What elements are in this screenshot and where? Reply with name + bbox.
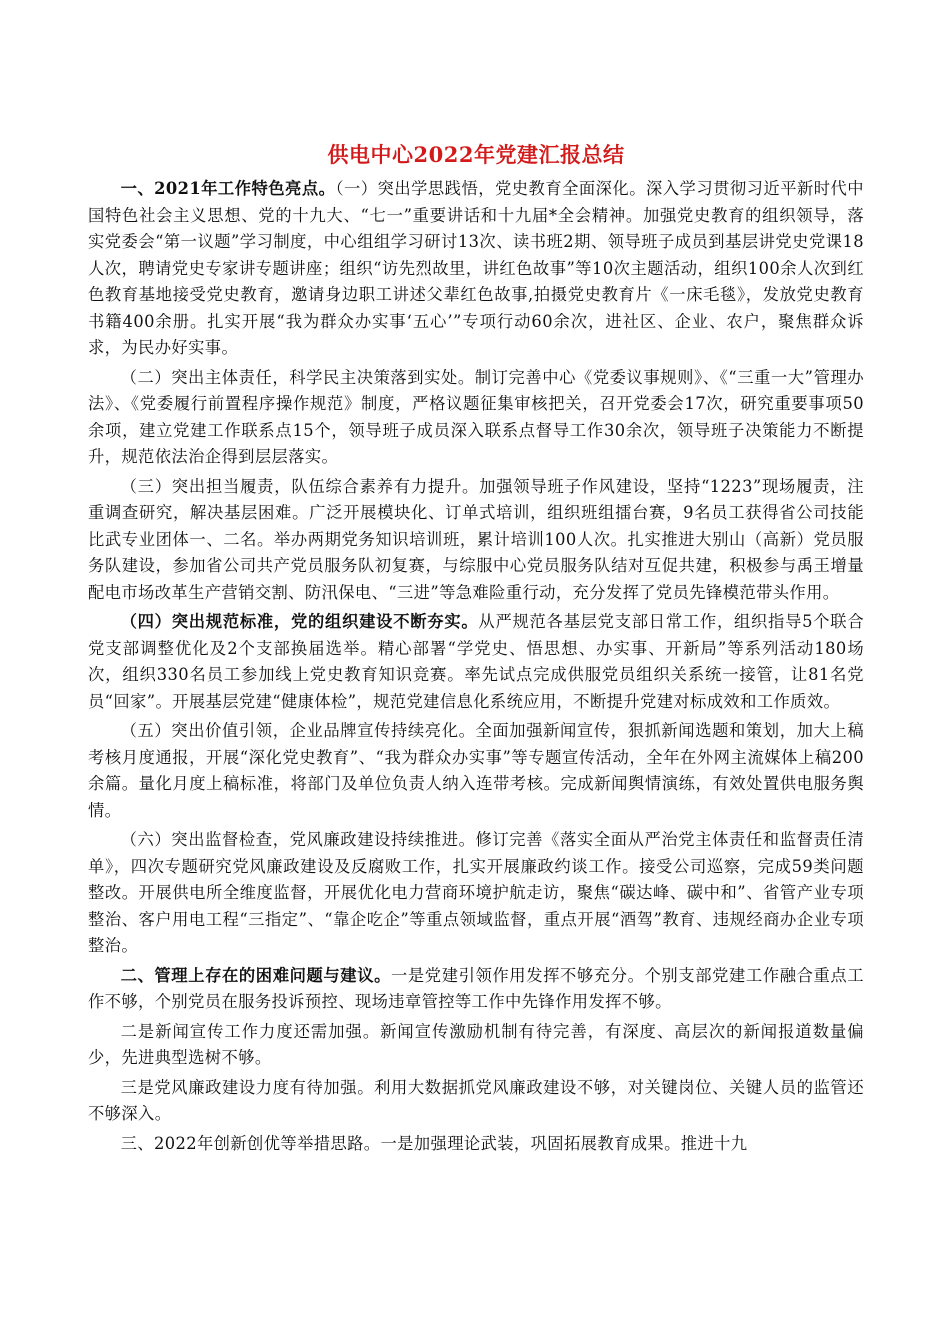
paragraph-7-text: 一是党建引领作用发挥不够充分。个别支部党建工作融合重点工作不够，个别党员在服务投诉预控、现场违章管控等工作中先锋作用发挥不够。: [88, 965, 864, 1011]
paragraph-1-text: （一）突出学思践悟，党史教育全面深化。深入学习贯彻习近平新时代中国特色社会主义思想、党的十九大、“七一”重要讲话和十九届*全会精神。加强党史教育的组织领导，落实党委会“第一议题”学习制度，中心组组学习研讨13次、读书班2期、领导班子成员到基层讲党史党课18人次，聘请党史专家讲专题讲座；组织“访先烈故里，讲红色故事”等10次主题活动，组织100余人次到红色教育基地接受党史教育，邀请身边职工讲述父辈红色故事,拍摄党史教育片《一床毛毯》，发放党史教育书籍400余册。扎实开展“我为群众办实事‘五心’”专项行动60余次，进社区、企业、农户，聚焦群众诉求，为民办好实事。: [88, 179, 864, 357]
paragraph-6-text: （六）突出监督检查，党风廉政建设持续推进。修订完善《落实全面从严治党主体责任和监督责任清单》，四次专题研究党风廉政建设及反腐败工作，扎实开展廉政约谈工作。接受公司巡察，完成59类问题整改。开展供电所全维度监督，开展优化电力营商环境护航走访，聚焦“碳达峰、碳中和”、省管产业专项整治、客户用电工程“三指定”、“靠企吃企”等重点领域监督，重点开展“酒驾”教育、违规经商办企业专项整治。: [88, 830, 864, 955]
paragraph-9: [88, 1075, 864, 1128]
paragraph-10: [88, 1131, 864, 1158]
paragraph-5-text: （五）突出价值引领，企业品牌宣传持续亮化。全面加强新闻宣传，狠抓新闻选题和策划，加大上稿考核月度通报，开展“深化党史教育”、“我为群众办实事”等专题宣传活动，全年在外网主流媒体上稿200余篇。量化月度上稿标准，将部门及单位负责人纳入连带考核。完成新闻舆情演练，有效处置供电服务舆情。: [88, 721, 864, 820]
paragraph-2-text: （二）突出主体责任，科学民主决策落到实处。制订完善中心《党委议事规则》、《“三重一大”管理办法》、《党委履行前置程序操作规范》制度，严格议题征集审核把关，召开党委会17次，研究重要事项50余项，建立党建工作联系点15个，领导班子成员深入联系点督导工作30余次，领导班子决策能力不断提升，规范依法治企得到层层落实。: [88, 367, 864, 466]
paragraph-8: [88, 1019, 864, 1072]
paragraph-8-text: 二是新闻宣传工作力度还需加强。新闻宣传激励机制有待完善，有深度、高层次的新闻报道数量偏少，先进典型选树不够。: [88, 1021, 864, 1067]
paragraph-1: [88, 176, 864, 362]
paragraph-7: [88, 963, 864, 1016]
paragraph-4-text: 从严规范各基层党支部日常工作，组织指导5个联合党支部调整优化及2个支部换届选举。精心部署“学党史、悟思想、办实事、开新局”等系列活动180场次，组织330名员工参加线上党史教育知识竞赛。率先试点完成供服党员组织关系统一接管，让81名党员“回家”。开展基层党建“健康体检”，规范党建信息化系统应用，不断提升党建对标成效和工作质效。: [88, 612, 865, 711]
paragraph-6: [88, 827, 864, 960]
paragraph-10-text: 三、2022年创新创优等举措思路。一是加强理论武装，巩固拓展教育成果。推进十九: [120, 1133, 748, 1153]
paragraph-3-text: （三）突出担当履责，队伍综合素养有力提升。加强领导班子作风建设，坚持“1223”现场履责，注重调查研究，解决基层困难。广泛开展模块化、订单式培训，组织班组擂台赛，9名员工获得省公司技能比武专业团体一、二名。举办两期党务知识培训班，累计培训100人次。扎实推进大别山（高新）党员服务队建设，参加省公司共产党员服务队初复赛，与综服中心党员服务队结对互促共建，积极参与禹王增量配电市场改革生产营销交割、防汛保电、“三进”等急难险重行动，充分发挥了党员先锋模范带头作用。: [88, 476, 864, 602]
paragraph-9-text: 三是党风廉政建设力度有待加强。利用大数据抓党风廉政建设不够，对关键岗位、关键人员的监管还不够深入。: [88, 1077, 864, 1123]
paragraph-2: [88, 365, 864, 471]
section-heading-1: 一、2021年工作特色亮点。: [120, 179, 336, 198]
paragraph-5: [88, 718, 864, 824]
document-title: 供电中心2022年党建汇报总结: [327, 142, 625, 167]
document-page: [88, 140, 864, 1160]
paragraph-3: [88, 474, 864, 607]
section-heading-2: 二、管理上存在的困难问题与建议。: [120, 965, 391, 985]
subsection-heading-4: （四）突出规范标准，党的组织建设不断夯实。: [120, 612, 479, 631]
paragraph-4: [88, 609, 864, 715]
